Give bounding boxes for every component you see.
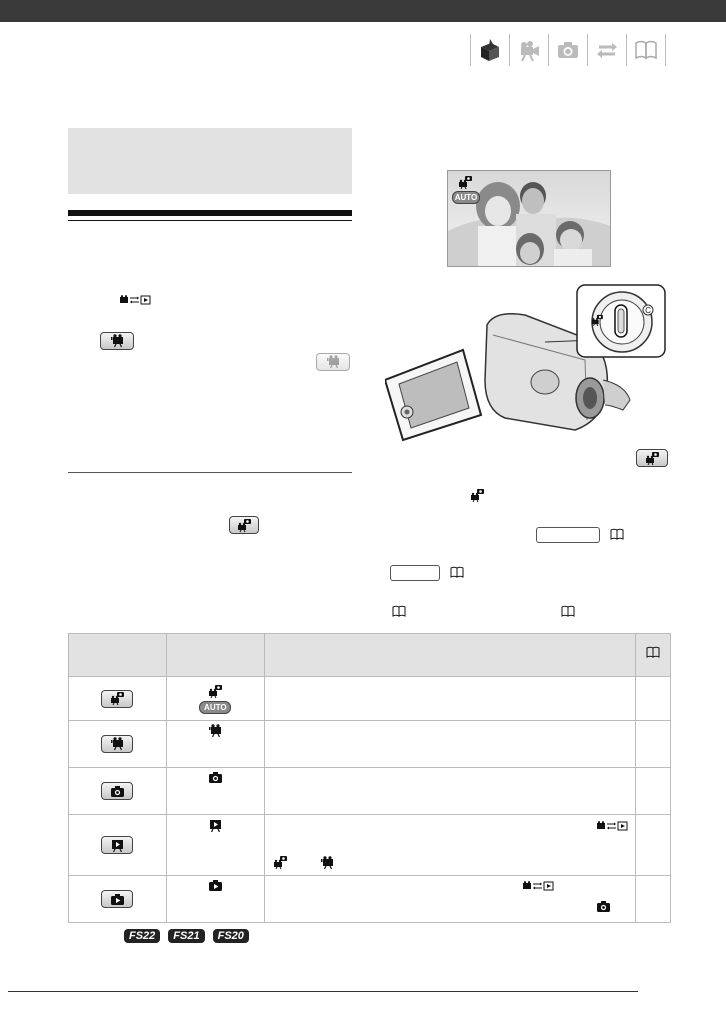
dual-shot-button[interactable] (229, 516, 259, 534)
table-row (69, 721, 671, 768)
book-icon (392, 605, 406, 618)
menu-button-box[interactable] (536, 527, 600, 543)
table-row (69, 815, 671, 876)
sample-photo (447, 170, 611, 267)
dual-shot-icon (470, 488, 485, 503)
top-banner (0, 0, 726, 22)
mode-switch-icon (523, 881, 555, 893)
dual-shot-icon (208, 684, 223, 699)
dual-shot-icon (458, 175, 473, 190)
camera-icon[interactable] (548, 34, 587, 66)
table-row (69, 677, 671, 721)
book-icon (561, 605, 575, 618)
footer-rule (8, 991, 638, 992)
video-camera-icon[interactable] (509, 34, 548, 66)
dual-shot-icon (110, 691, 125, 706)
photo-mode-button[interactable] (101, 782, 133, 800)
mode-switch-icon (120, 295, 152, 307)
table-header-row (69, 634, 671, 677)
section-divider (68, 472, 352, 473)
transfer-icon[interactable] (587, 34, 626, 66)
camcorder-illustration (385, 280, 667, 445)
table-row (69, 876, 671, 923)
photo-playback-button[interactable] (101, 890, 133, 908)
photo-icon (597, 900, 610, 913)
movie-playback-button[interactable] (101, 836, 133, 854)
movie-play-icon (208, 818, 222, 832)
photo-play-icon (209, 879, 222, 892)
movie-mode-button-inactive[interactable] (316, 353, 350, 371)
dual-shot-button[interactable] (101, 690, 133, 708)
book-icon (646, 646, 660, 659)
dual-shot-icon (645, 451, 660, 466)
movie-icon (111, 737, 124, 751)
photo-icon (209, 771, 222, 784)
dial-letter: C (645, 306, 651, 315)
heading-rule-thin (68, 220, 352, 221)
chapter-tabs (470, 34, 670, 66)
model-badge: FS20 (213, 929, 249, 943)
movie-mode-button[interactable] (101, 735, 133, 753)
auto-badge: AUTO (452, 191, 480, 204)
movie-play-icon (110, 838, 124, 852)
intro-icon[interactable] (470, 34, 509, 66)
movie-icon (209, 724, 222, 738)
header-indicator (166, 634, 264, 677)
header-mode-button (69, 634, 167, 677)
model-badge: FS22 (124, 929, 160, 943)
header-page-ref (636, 634, 671, 677)
movie-icon (111, 334, 124, 348)
dual-shot-icon (237, 518, 252, 533)
mode-table (68, 633, 671, 923)
heading-rule (68, 210, 352, 216)
book-icon (610, 528, 624, 541)
func-button-box[interactable] (390, 565, 440, 581)
book-icon[interactable] (626, 34, 666, 66)
model-badge: FS21 (168, 929, 204, 943)
table-row (69, 768, 671, 815)
model-badges (124, 929, 249, 943)
section-title-box (68, 128, 352, 194)
mode-switch-icon (597, 821, 629, 833)
auto-badge: AUTO (199, 701, 231, 714)
movie-mode-button[interactable] (100, 332, 134, 350)
book-icon (450, 566, 464, 579)
photo-icon (111, 785, 124, 798)
dual-shot-button[interactable] (636, 449, 668, 467)
movie-icon (327, 355, 340, 369)
movie-icon (321, 856, 334, 870)
header-description (264, 634, 635, 677)
dual-shot-icon (273, 855, 288, 870)
photo-play-icon (111, 893, 124, 906)
